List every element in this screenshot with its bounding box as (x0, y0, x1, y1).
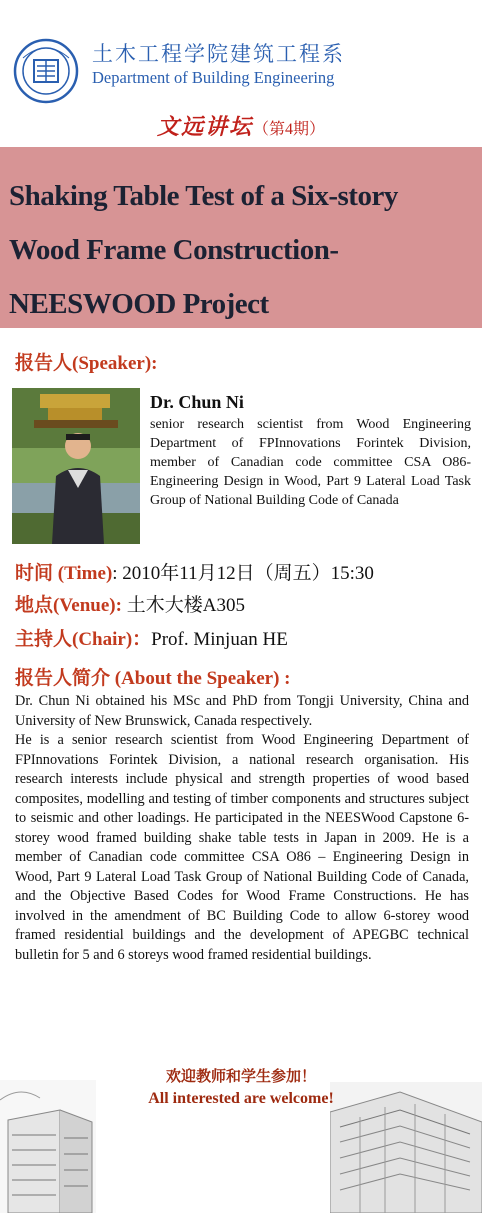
speaker-label: 报告人(Speaker): (15, 353, 158, 374)
chair-row (15, 624, 288, 651)
speaker-name: Dr. Chun Ni (150, 392, 244, 412)
venue-value: 土木大楼A305 (121, 595, 245, 616)
talk-title-line: Wood Frame Construction- (9, 234, 339, 266)
welcome-chinese: 欢迎教师和学生参加！ (165, 1069, 316, 1085)
chair-label: 主持人(Chair)： (15, 629, 152, 650)
welcome-english: All interested are welcome! (148, 1090, 334, 1107)
forum-title (0, 110, 482, 141)
time-label: 时间 (Time) (15, 563, 113, 584)
about-speaker-label: 报告人简介 (About the Speaker) : (15, 668, 291, 689)
about-paragraph: He is a senior research scientist from Wood Engineering Department of FPInnovations Forintek Division, a national research organisation. His research interests include physical and strength properties of wood based composites, modelling and testing of timber components and structures subject to seismic and other loadings. He participated in the NEESWood Capstone 6-storey wood framed building shake table tests in Japan in 2009. He is a member of Canadian code committee CSA O86 – Engineering Design in Wood, Part 9 Lateral Load Task Group of National Building Code of Canada, and the Objective Based Codes for Wood Frame Constructions. He has involved in the amendment of BC Building Code to allow 6-storey wood framed residential buildings and the development of APEGBC technical bulletin for 5 and 6 storeys wood framed residential buildings. (15, 732, 469, 963)
venue-label: 地点(Venue): (15, 595, 122, 616)
forum-name: 文远讲坛 (156, 114, 253, 139)
department-name-english: Department of Building Engineering (92, 68, 335, 87)
venue-row (15, 590, 245, 617)
department-name-chinese: 土木工程学院建筑工程系 (92, 42, 345, 66)
talk-title (9, 169, 479, 331)
poster-header (0, 0, 482, 148)
about-speaker-text (15, 692, 469, 965)
tongji-university-logo (13, 38, 79, 104)
talk-title-line: NEESWOOD Project (9, 288, 269, 320)
forum-issue: （第4期） (253, 121, 326, 138)
talk-title-line: Shaking Table Test of a Six-story (9, 180, 398, 212)
time-value: : 2010年11月12日（周五）15:30 (112, 563, 374, 584)
chair-value: Prof. Minjuan HE (151, 629, 288, 650)
speaker-photo (12, 388, 140, 544)
about-paragraph: Dr. Chun Ni obtained his MSc and PhD from Tongji University, China and University of New Brunswick, Canada respectively. (15, 693, 469, 729)
talk-title-band (0, 147, 482, 328)
speaker-bio: senior research scientist from Wood Engineering Department of FPInnovations Forintek Division, member of Canadian code committee CSA O86-Engineering Design in Wood, Part 9 Lateral Load Task Group of National Building Code of Canada (150, 417, 471, 508)
time-row (15, 558, 374, 585)
